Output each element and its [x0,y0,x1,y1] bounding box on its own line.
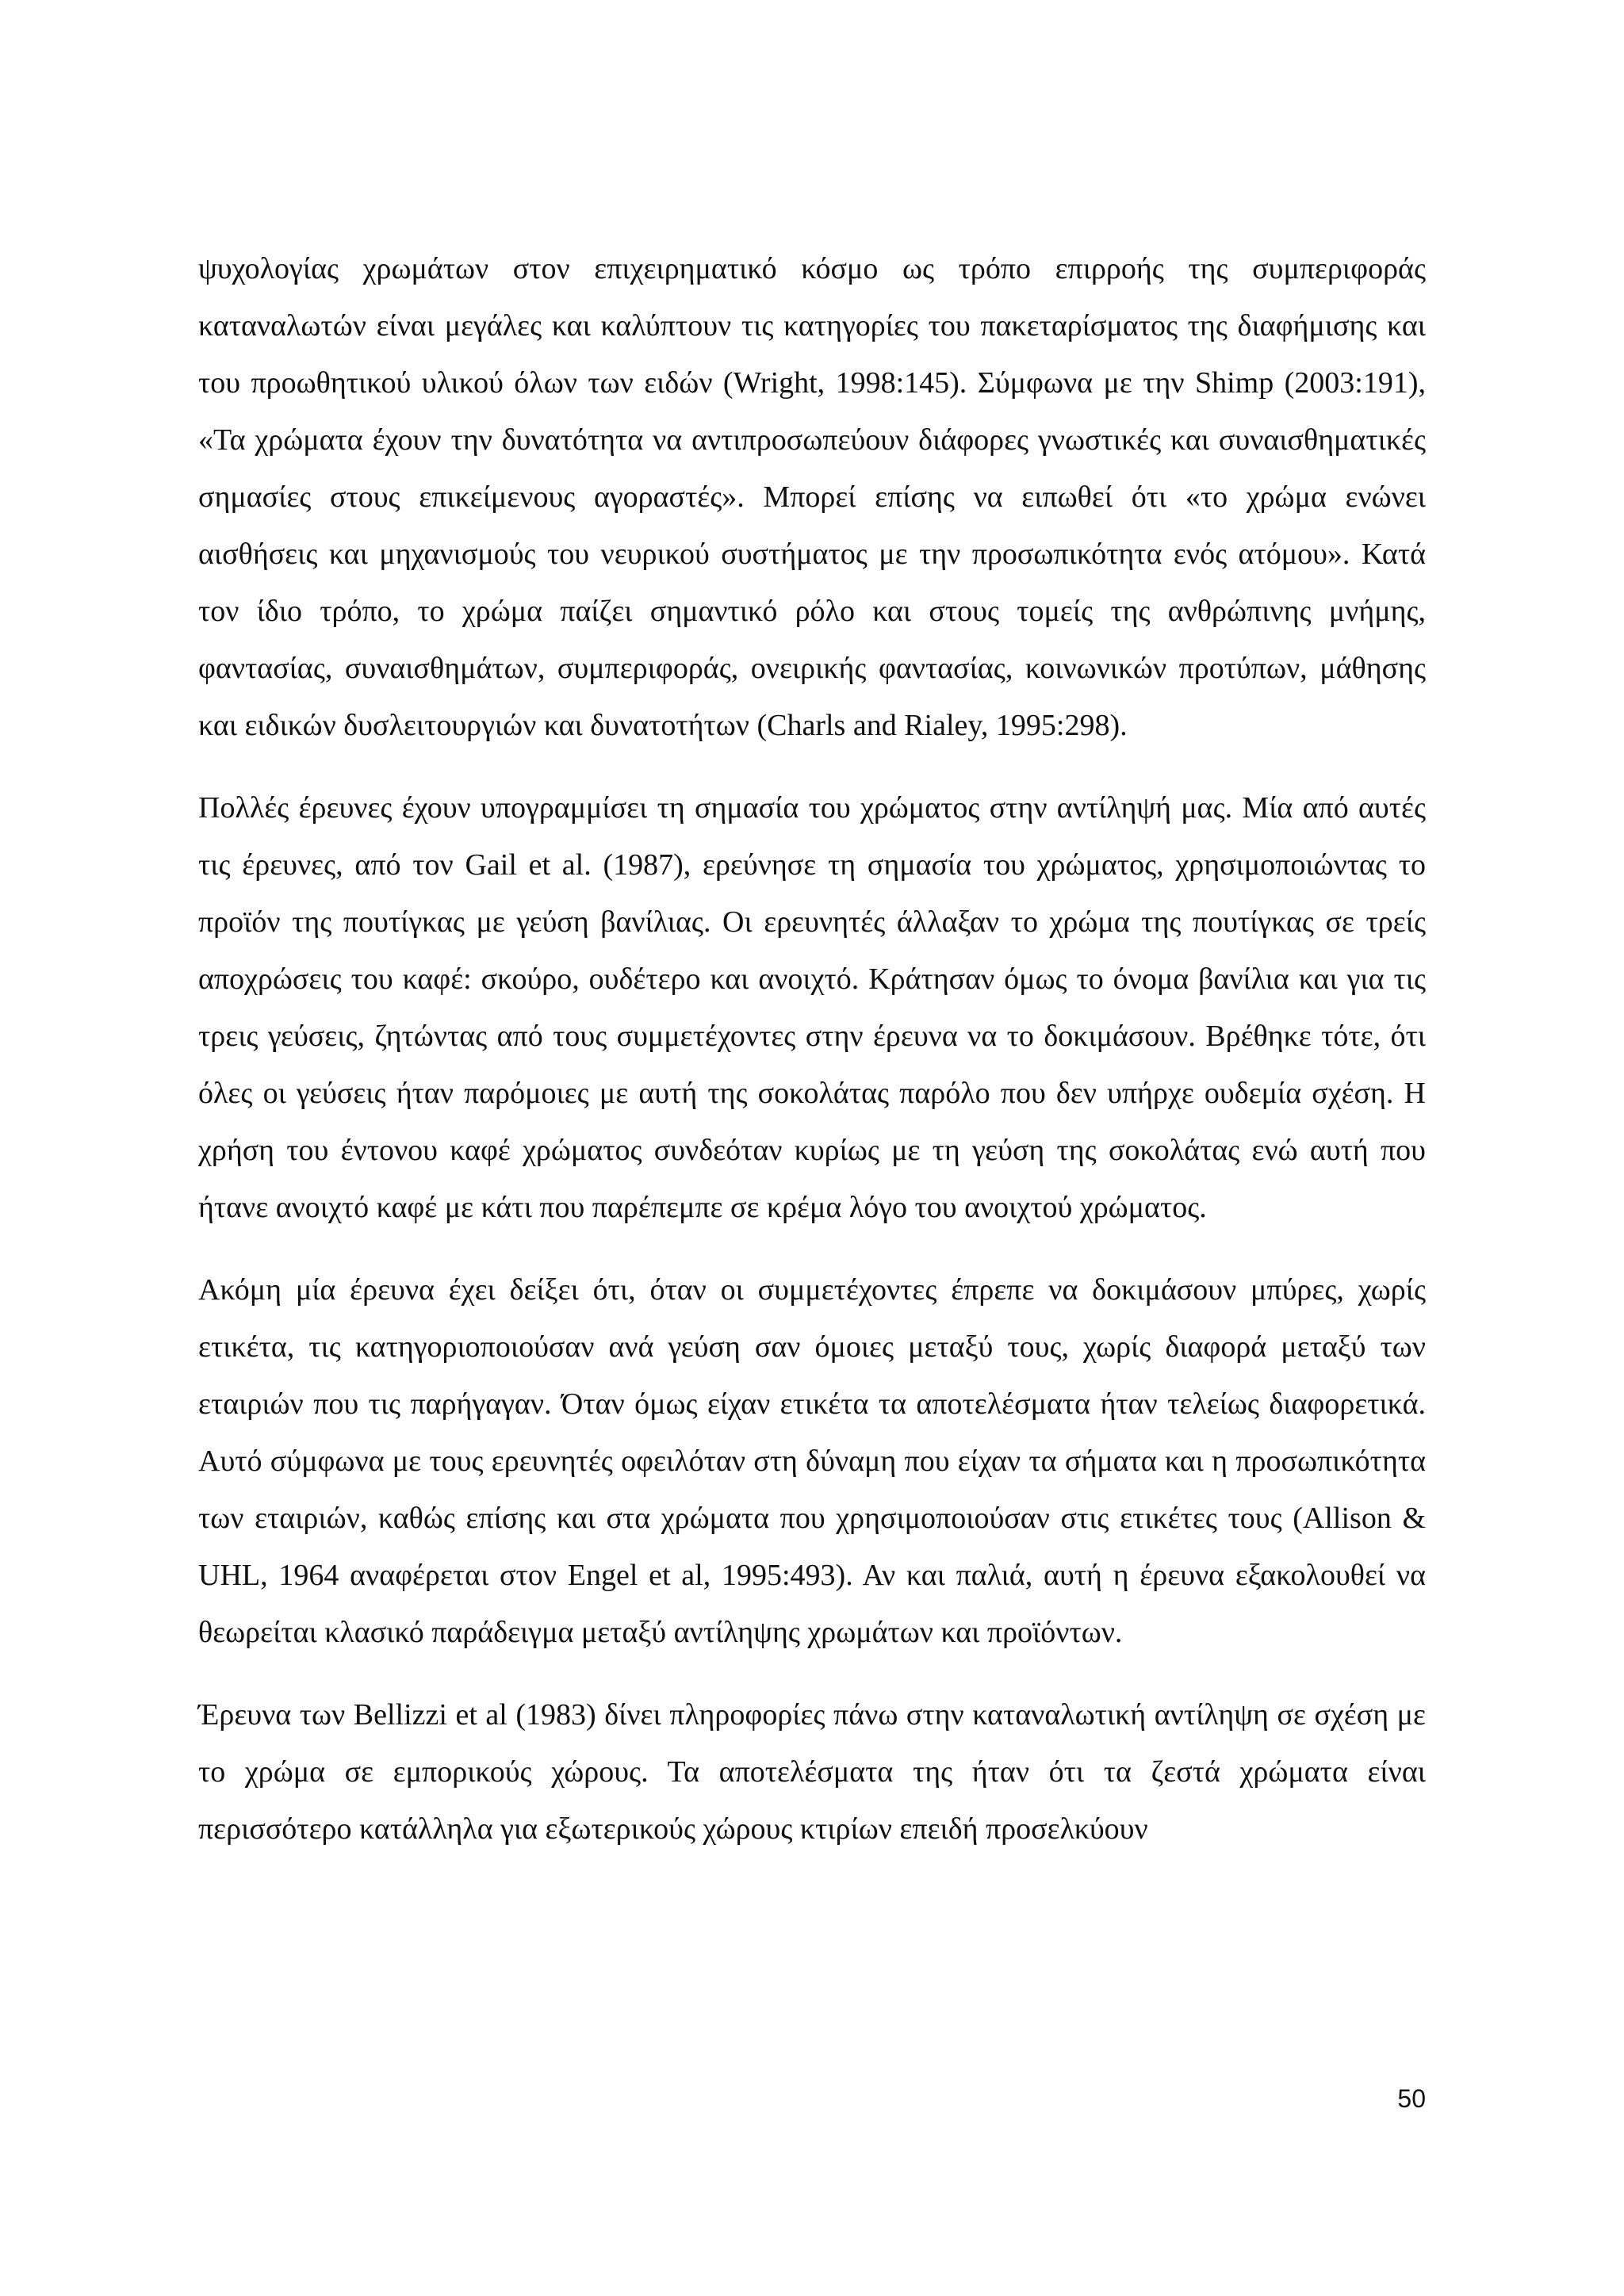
paragraph-colour-psychology: ψυχολογίας χρωμάτων στον επιχειρηματικό κόσμο ως τρόπο επιρροής της συμπεριφοράς καταναλωτών είναι μεγάλες και καλύπτουν τις κατηγορίες του πακεταρίσματος της διαφήμισης και του προωθητικού υλικού όλων των ειδών (Wright, 1998:145). Σύμφωνα με την Shimp (2003:191), «Τα χρώματα έχουν την δυνατότητα να αντιπροσωπεύουν διάφορες γνωστικές και συναισθηματικές σημασίες στους επικείμενους αγοραστές». Μπορεί επίσης να ειπωθεί ότι «το χρώμα ενώνει αισθήσεις και μηχανισμούς του νευρικού συστήματος με την προσωπικότητα ενός ατόμου». Κατά τον ίδιο τρόπο, το χρώμα παίζει σημαντικό ρόλο και στους τομείς της ανθρώπινης μνήμης, φαντασίας, συναισθημάτων, συμπεριφοράς, ονειρικής φαντασίας, κοινωνικών προτύπων, μάθησης και ειδικών δυσλειτουργιών και δυνατοτήτων (Charls and Rialey, 1995:298). [198,252,1426,742]
paragraph-bellizzi-study: Έρευνα των Bellizzi et al (1983) δίνει πληροφορίες πάνω στην καταναλωτική αντίληψη σε σχέση με το χρώμα σε εμπορικούς χώρους. Τα αποτελέσματα της ήταν ότι τα ζεστά χρώματα είναι περισσότερο κατάλληλα για εξωτερικούς χώρους κτιρίων επειδή προσελκύουν [198,1698,1426,1846]
paragraph-beer-label-study: Ακόμη μία έρευνα έχει δείξει ότι, όταν οι συμμετέχοντες έπρεπε να δοκιμάσουν μπύρες, χωρίς ετικέτα, τις κατηγοριοποιούσαν ανά γεύση σαν όμοιες μεταξύ τους, χωρίς διαφορά μεταξύ των εταιριών που τις παρήγαγαν. Όταν όμως είχαν ετικέτα τα αποτελέσματα ήταν τελείως διαφορετικά. Αυτό σύμφωνα με τους ερευνητές οφειλόταν στη δύναμη που είχαν τα σήματα και η προσωπικότητα των εταιριών, καθώς επίσης και στα χρώματα που χρησιμοποιούσαν στις ετικέτες τους (Allison & UHL, 1964 αναφέρεται στον Engel et al, 1995:493). Αν και παλιά, αυτή η έρευνα εξακολουθεί να θεωρείται κλασικό παράδειγμα μεταξύ αντίληψης χρωμάτων και προϊόντων. [198,1273,1426,1649]
paragraph-pudding-study: Πολλές έρευνες έχουν υπογραμμίσει τη σημασία του χρώματος στην αντίληψή μας. Μία από αυτές τις έρευνες, από τον Gail et al. (1987), ερεύνησε τη σημασία του χρώματος, χρησιμοποιώντας το προϊόν της πουτίγκας με γεύση βανίλιας. Οι ερευνητές άλλαξαν το χρώμα της πουτίγκας σε τρείς αποχρώσεις του καφέ: σκούρο, ουδέτερο και ανοιχτό. Κράτησαν όμως το όνομα βανίλια και για τις τρεις γεύσεις, ζητώντας από τους συμμετέχοντες στην έρευνα να το δοκιμάσουν. Βρέθηκε τότε, ότι όλες οι γεύσεις ήταν παρόμοιες με αυτή της σοκολάτας παρόλο που δεν υπήρχε ουδεμία σχέση. Η χρήση του έντονου καφέ χρώματος συνδεόταν κυρίως με τη γεύση της σοκολάτας ενώ αυτή που ήτανε ανοιχτό καφέ με κάτι που παρέπεμπε σε κρέμα λόγο του ανοιχτού χρώματος. [198,791,1426,1224]
document-body [198,240,1426,1858]
page-number: 50 [1397,2084,1426,2113]
